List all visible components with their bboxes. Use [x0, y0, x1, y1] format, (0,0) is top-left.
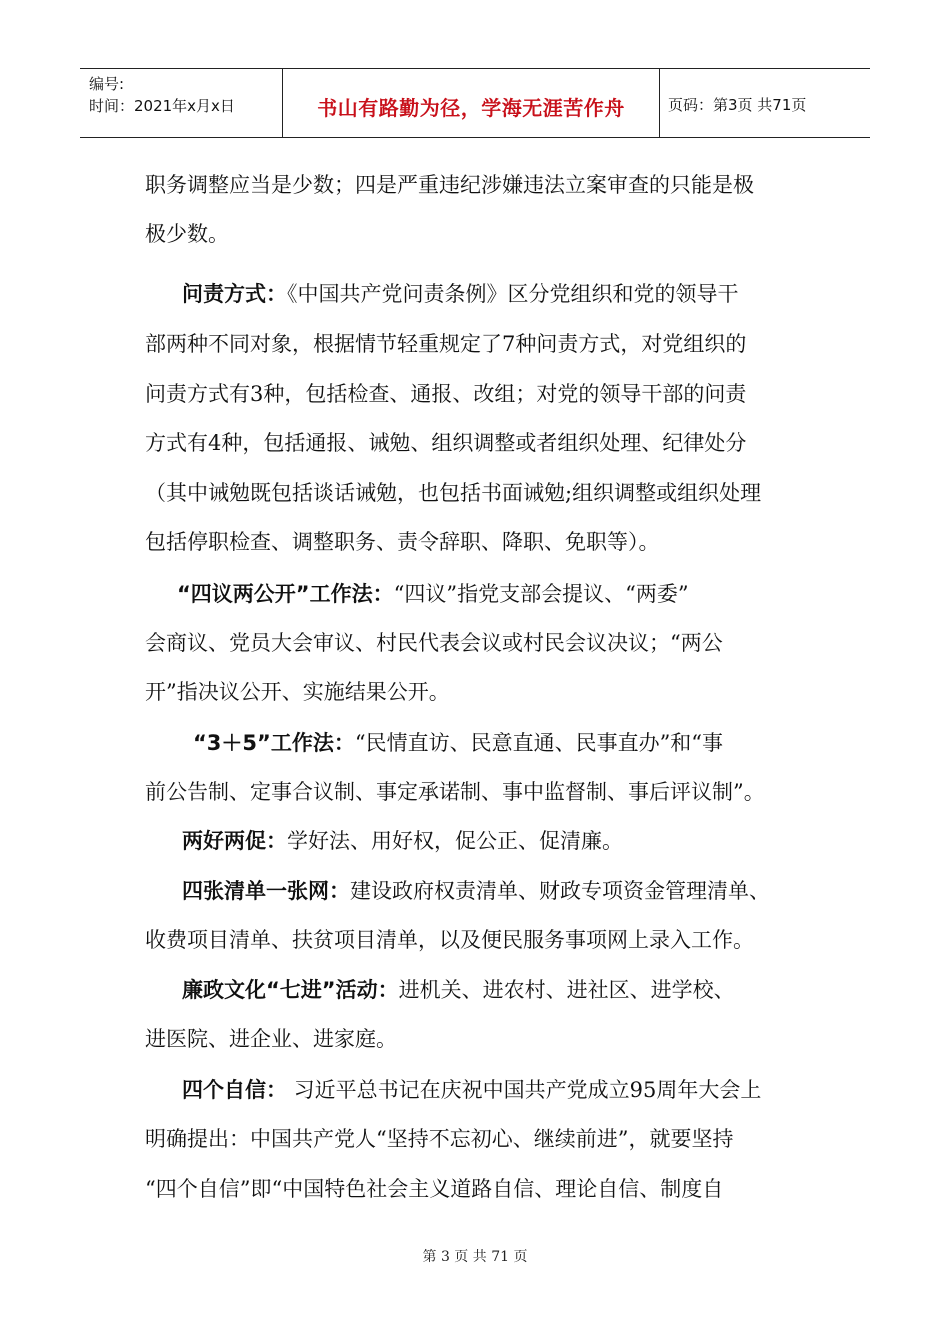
term-text: 《中国共产党问责条例》区分党组织和党的领导干 — [287, 282, 739, 306]
body-line: 进医院、进企业、进家庭。 — [145, 1027, 397, 1051]
body-line: （其中诫勉既包括谈话诫勉，也包括书面诫勉;组织调整或组织处理 — [145, 481, 762, 505]
term-text: “四议”指党支部会提议、“两委” — [393, 582, 689, 606]
paragraph-two-goods — [182, 826, 623, 856]
body-line: 部两种不同对象，根据情节轻重规定了7种问责方式，对党组织的 — [145, 332, 747, 356]
term-text: “民情直访、民意直通、民事直办”和“事 — [354, 731, 724, 755]
header-motto-cell — [283, 69, 660, 137]
term-heading: 问责方式： — [182, 282, 287, 306]
term-text: 习近平总书记在庆祝中国共产党成立95周年大会上 — [287, 1078, 762, 1102]
term-text: 学好法、用好权，促公正、促清廉。 — [287, 829, 623, 853]
page-footer: 第 3 页 共 71 页 — [422, 1249, 528, 1265]
header-meta-cell — [80, 69, 283, 137]
term-heading: 四张清单一张网： — [182, 879, 350, 903]
paragraph-clean-culture — [182, 975, 735, 1005]
header-motto: 书山有路勤为径，学海无涯苦作舟 — [317, 96, 625, 120]
body-line: 前公告制、定事合议制、事定承诺制、事中监督制、事后评议制”。 — [145, 780, 765, 804]
paragraph-3plus5 — [193, 728, 723, 758]
term-heading: “3＋5”工作法： — [193, 731, 355, 755]
body-line: 开”指决议公开、实施结果公开。 — [145, 680, 450, 704]
body-line: 明确提出：中国共产党人“坚持不忘初心、继续前进”，就要坚持 — [145, 1127, 734, 1151]
paragraph-accountability — [182, 279, 739, 309]
term-text: 建设政府权责清单、财政专项资金管理清单、 — [350, 879, 770, 903]
body-line: 会商议、党员大会审议、村民代表会议或村民会议决议；“两公 — [145, 631, 723, 655]
term-text: 进机关、进农村、进社区、进学校、 — [398, 978, 735, 1002]
body-line: 问责方式有3种，包括检查、通报、改组；对党的领导干部的问责 — [145, 382, 747, 406]
body-line: “四个自信”即“中国特色社会主义道路自信、理论自信、制度自 — [145, 1177, 724, 1201]
doc-number-label: 编号: — [89, 75, 125, 93]
page-header — [80, 68, 870, 138]
header-page-info: 页码：第3页 共71页 — [668, 96, 807, 114]
body-line: 收费项目清单、扶贫项目清单，以及便民服务事项网上录入工作。 — [145, 928, 754, 952]
doc-time-label: 时间：2021年x月x日 — [89, 97, 235, 115]
body-line: 方式有4种，包括通报、诫勉、组织调整或者组织处理、纪律处分 — [145, 431, 747, 455]
body-line: 职务调整应当是少数；四是严重违纪涉嫌违法立案审查的只能是极 — [145, 173, 754, 197]
paragraph-four-confidences — [182, 1075, 761, 1105]
term-heading: “四议两公开”工作法： — [177, 582, 394, 606]
paragraph-four-lists — [182, 876, 770, 906]
header-page-cell — [660, 69, 870, 137]
term-heading: 廉政文化“七进”活动： — [182, 978, 399, 1002]
term-heading: 四个自信： — [182, 1078, 287, 1102]
body-line: 极少数。 — [145, 222, 229, 246]
term-heading: 两好两促： — [182, 829, 287, 853]
body-line: 包括停职检查、调整职务、责令辞职、降职、免职等）。 — [145, 530, 660, 554]
paragraph-four-discussions — [177, 579, 689, 609]
